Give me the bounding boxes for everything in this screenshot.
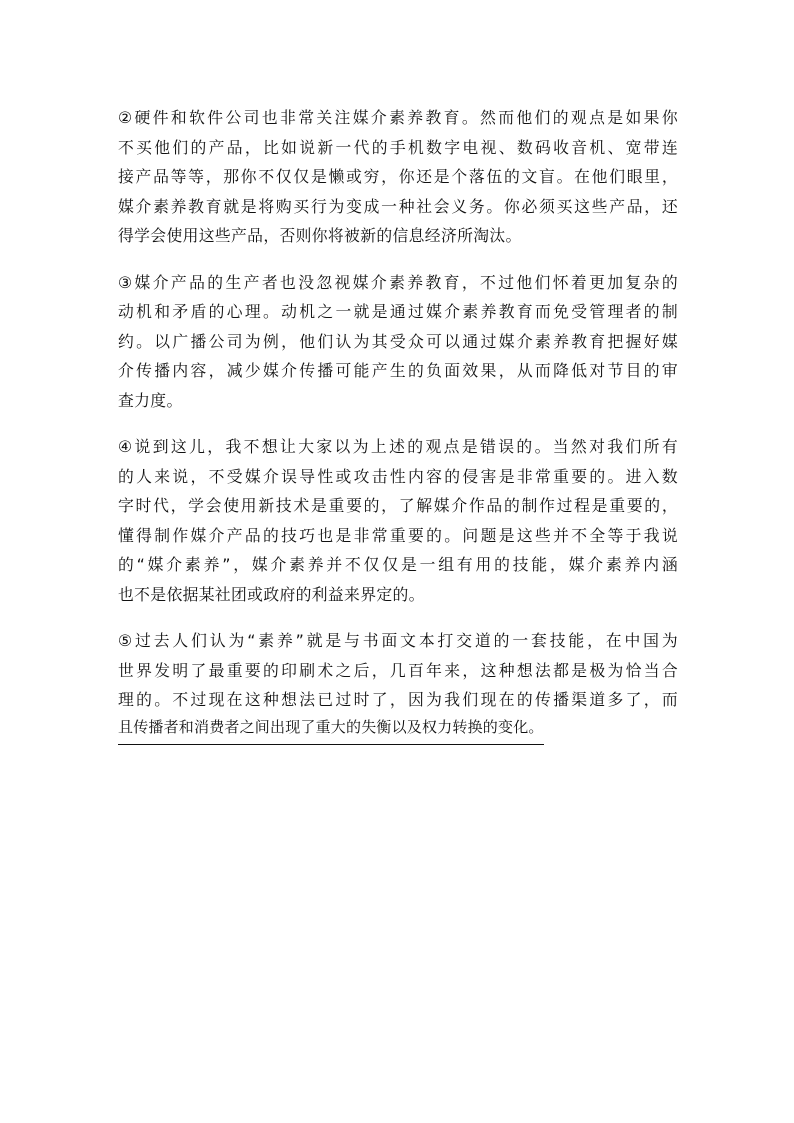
paragraph-line: 接产品等等，那你不仅仅是懒或穷，你还是个落伍的文盲。在他们眼里， — [118, 167, 678, 186]
document-body — [118, 103, 678, 762]
paragraph-line: 也不是依据某社团或政府的利益来界定的。 — [118, 584, 425, 604]
paragraph-line: 约。以广播公司为例，他们认为其受众可以通过媒介素养教育把握好媒 — [118, 331, 678, 351]
paragraph-4 — [118, 432, 678, 609]
paragraph-5 — [118, 626, 678, 745]
paragraph-line: 的人来说，不受媒介误导性或攻击性内容的侵害是非常重要的。进入数 — [118, 466, 678, 486]
paragraph-line: ⑤过去人们认为“素养”就是与书面文本打交道的一套技能，在中国为 — [118, 631, 678, 650]
paragraph-line: 动机和矛盾的心理。动机之一就是通过媒介素养教育而免受管理者的制 — [118, 302, 678, 321]
paragraph-line: 得学会使用这些产品，否则你将被新的信息经济所淘汰。 — [118, 226, 522, 245]
paragraph-line: ④说到这儿，我不想让大家以为上述的观点是错误的。当然对我们所有 — [118, 437, 678, 456]
paragraph-line: ③媒介产品的生产者也没忽视媒介素养教育，不过他们怀着更加复杂的 — [118, 272, 678, 292]
paragraph-line: 不买他们的产品，比如说新一代的手机数字电视、数码收音机、宽带连 — [118, 137, 678, 157]
paragraph-line: 媒介素养教育就是将购买行为变成一种社会义务。你必须买这些产品，还 — [118, 196, 678, 216]
paragraph-3 — [118, 268, 678, 416]
paragraph-line: 的“媒介素养”，媒介素养并不仅仅是一组有用的技能，媒介素养内涵 — [118, 555, 678, 574]
paragraph-line: 字时代，学会使用新技术是重要的，了解媒介作品的制作过程是重要的， — [118, 496, 678, 515]
paragraph-line: 懂得制作媒介产品的技巧也是非常重要的。问题是这些并不全等于我说 — [118, 525, 678, 545]
paragraph-line: 世界发明了最重要的印刷术之后，几百年来，这种想法都是极为恰当合 — [118, 660, 678, 680]
paragraph-2 — [118, 103, 678, 251]
paragraph-line: 理的。不过现在这种想法已过时了，因为我们现在的传播渠道多了，而 — [118, 690, 678, 709]
underlined-text-line: 且传播者和消费者之间出现了重大的失衡以及权力转换的变化。 — [118, 715, 544, 746]
paragraph-line: 查力度。 — [118, 390, 183, 410]
paragraph-line: ②硬件和软件公司也非常关注媒介素养教育。然而他们的观点是如果你 — [118, 108, 678, 127]
paragraph-line: 介传播内容，减少媒介传播可能产生的负面效果，从而降低对节目的审 — [118, 361, 678, 380]
